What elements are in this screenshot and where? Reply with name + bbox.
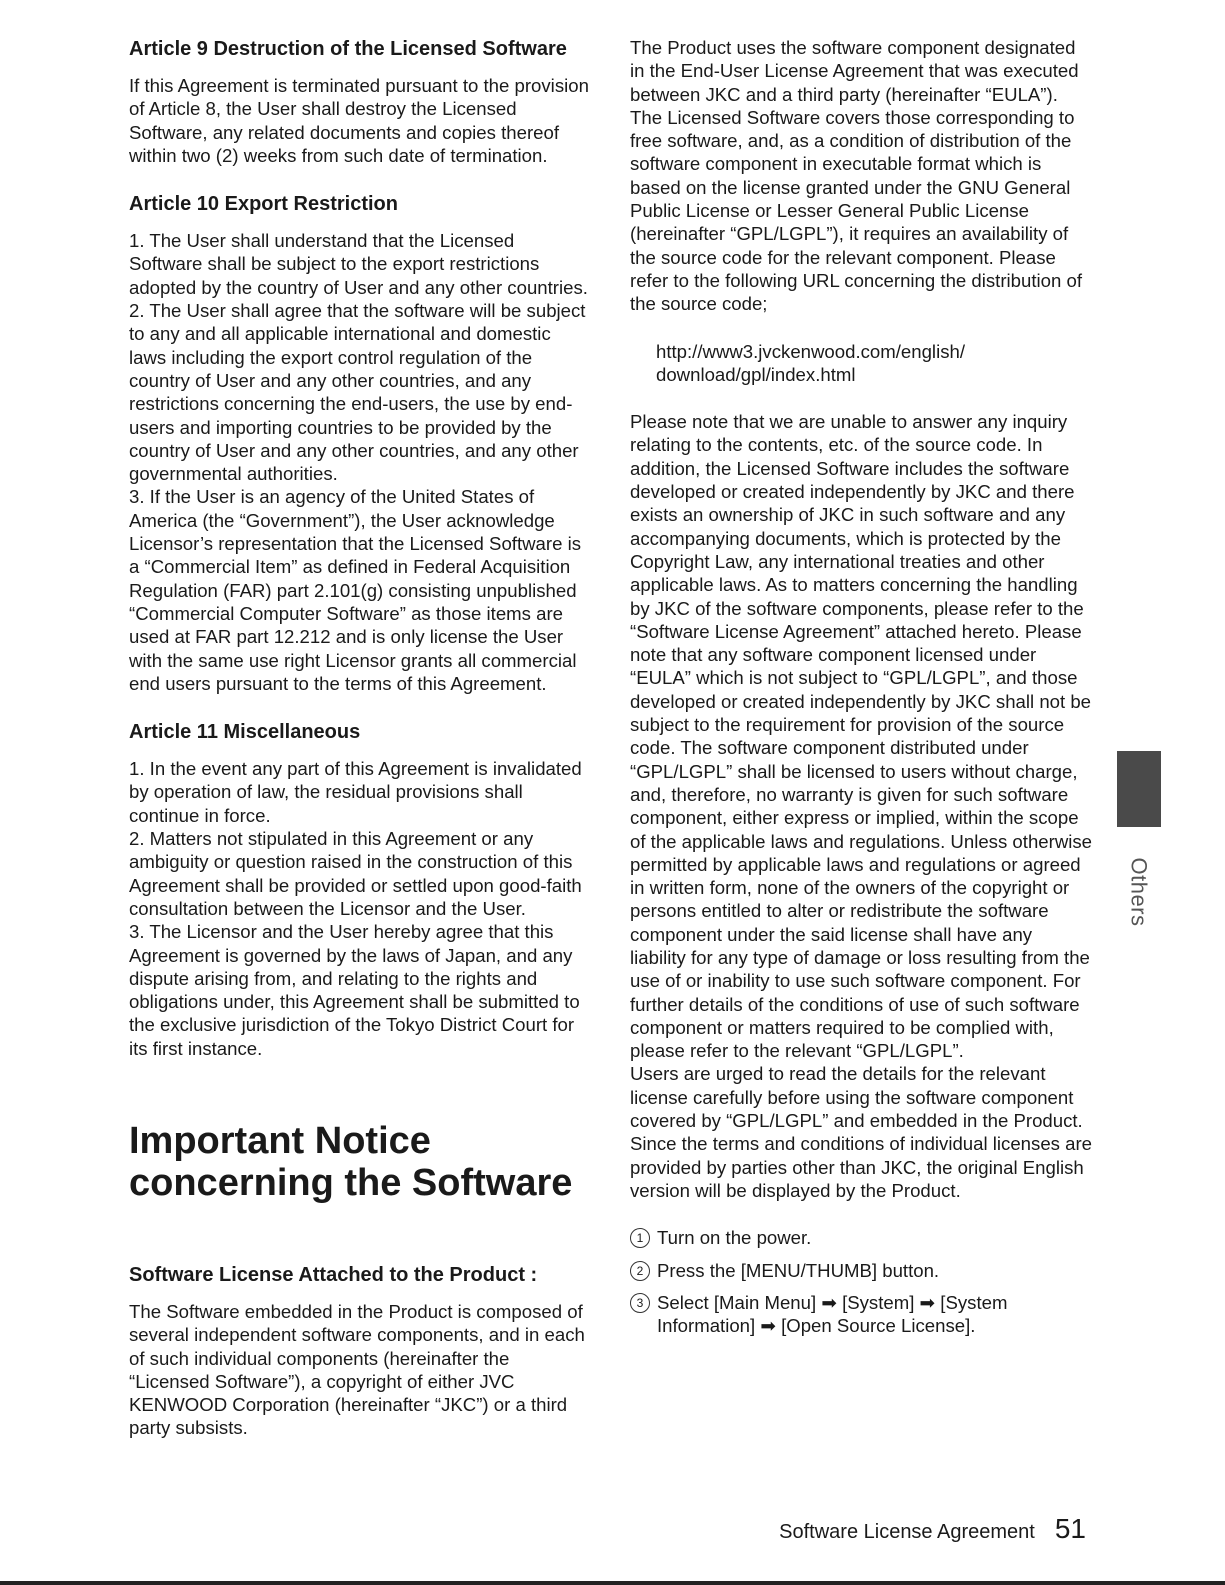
footer-title: Software License Agreement [779,1521,1035,1543]
right-para-3: Users are urged to read the details for the relevant license carefully before using the software component covered by “GPL/LGPL” and embedded in the Product. Since the terms and conditions of individual licenses are provided by parties other than JKC, the original English version will be displayed by the Product. [630,1063,1093,1201]
article-11-para-2: 2. Matters not stipulated in this Agreement or any ambiguity or question raised in the construction of this Agreement shall be provided or settled upon good-faith consultation between the Licensor and the User. [129,828,582,919]
step-item [630,1226,1092,1249]
article-10-heading: Article 10 Export Restriction [129,193,398,216]
step-item [630,1291,1092,1338]
article-11-para-1: 1. In the event any part of this Agreement is invalidated by operation of law, the residual provisions shall continue in force. [129,758,582,826]
article-11-para-3: 3. The Licensor and the User hereby agree that this Agreement is governed by the laws of Japan, and any dispute arising from, and relating to the rights and obligations under, this Agreement shall be submitted to the exclusive jurisdiction of the Tokyo District Court for its first instance. [129,921,580,1059]
right-column [630,36,1092,1346]
notice-title [129,1120,591,1204]
step-text: Select [Main Menu] ➡ [System] ➡ [System Information] ➡ [Open Source License]. [657,1291,1008,1337]
article-9 [129,36,591,167]
source-url [630,340,1092,387]
left-column [129,36,591,1464]
article-10 [129,191,591,695]
article-10-para-3: 3. If the User is an agency of the United States of America (the “Government”), the User acknowledge Licensor’s representation that the Licensed Software is a “Commercial Item” as defined in Federal Acquisition Regulation (FAR) part 2.101(g) consisting unpublished “Commercial Computer Software” as those items are used at FAR part 12.212 and is only license the User with the same use right Licensor grants all commercial end users pursuant to the terms of this Agreement. [129,486,582,694]
right-para-1: The Product uses the software component designated in the End-User License Agreement that was executed between JKC and a third party (hereinafter “EULA”). The Licensed Software covers those corresponding to free software, and, as a condition of distribution of the software component in executable format which is based on the license granted under the GNU General Public License or Lesser General Public License (hereinafter “GPL/LGPL”), it requires an availability of the source code for the relevant component. Please refer to the following URL concerning the distribution of the source code; [630,37,1083,315]
article-10-para-1: 1. The User shall understand that the Licensed Software shall be subject to the export restrictions adopted by the country of User and any other countries. [129,230,588,298]
source-url-line-2: download/gpl/index.html [656,363,856,385]
steps-list [630,1226,1092,1337]
article-10-para-2: 2. The User shall agree that the software will be subject to any and all applicable international and domestic laws including the export control regulation of the country of User and any other countries, and any restrictions concerning the end-users, the use by end-users and importing countries to be provided by the country of User and any other countries, and any other governmental authorities. [129,300,586,485]
step-text: Turn on the power. [657,1227,812,1249]
section-tab-label [1117,842,1161,942]
step-number-badge: 2 [630,1261,650,1281]
source-url-line-1: http://www3.jvckenwood.com/english/ [656,340,966,362]
article-9-text: If this Agreement is terminated pursuant to the provision of Article 8, the User shall destroy the Licensed Software, any related documents and copies thereof within two (2) weeks from such date of termination. [129,75,589,166]
step-number-badge: 3 [630,1293,650,1313]
attached-license-heading: Software License Attached to the Product : [129,1263,538,1286]
notice-title-line-1: Important Notice [129,1119,431,1162]
section-tab-marker [1117,751,1161,827]
section-tab-label-text: Others [1127,857,1152,927]
notice-title-line-2: concerning the Software [129,1161,573,1204]
step-number-badge: 1 [630,1228,650,1248]
page-footer [779,1513,1086,1545]
attached-license [129,1262,591,1440]
attached-license-text: The Software embedded in the Product is composed of several independent software components, and in each of such individual components (hereinafter the “Licensed Software”), a copyright of either JVC KENWOOD Corporation (hereinafter “JKC”) or a third party subsists. [129,1300,585,1439]
article-11-heading: Article 11 Miscellaneous [129,721,361,744]
bottom-rule [0,1581,1225,1585]
article-11 [129,719,591,1060]
step-item [630,1259,1092,1282]
right-para-2: Please note that we are unable to answer any inquiry relating to the contents, etc. of the source code. In addition, the Licensed Software includes the software developed or created independently by JKC and there exists an ownership of JKC in such software and any accompanying documents, which is protected by the Copyright Law, any international treaties and other applicable laws. As to matters concerning the handling by JKC of the software components, please refer to the “Software License Agreement” attached hereto. Please note that any software component licensed under “EULA” which is not subject to “GPL/LGPL”, and those developed or created independently by JKC shall not be subject to the requirement for provision of the source code. The software component distributed under “GPL/LGPL” shall be licensed to users without charge, and, therefore, no warranty is given for such software component, either express or implied, within the scope of the applicable laws and regulations. Unless otherwise permitted by applicable laws and regulations or agreed in written form, none of the owners of the copyright or persons entitled to alter or redistribute the software component under the said license shall have any liability for any type of damage or loss resulting from the use of or inability to use such software component. For further details of the conditions of use of such software component or matters required to be complied with, please refer to the relevant “GPL/LGPL”. [630,411,1093,1062]
step-text: Press the [MENU/THUMB] button. [657,1259,940,1281]
article-9-heading: Article 9 Destruction of the Licensed Software [129,38,567,60]
page-number: 51 [1054,1513,1086,1544]
